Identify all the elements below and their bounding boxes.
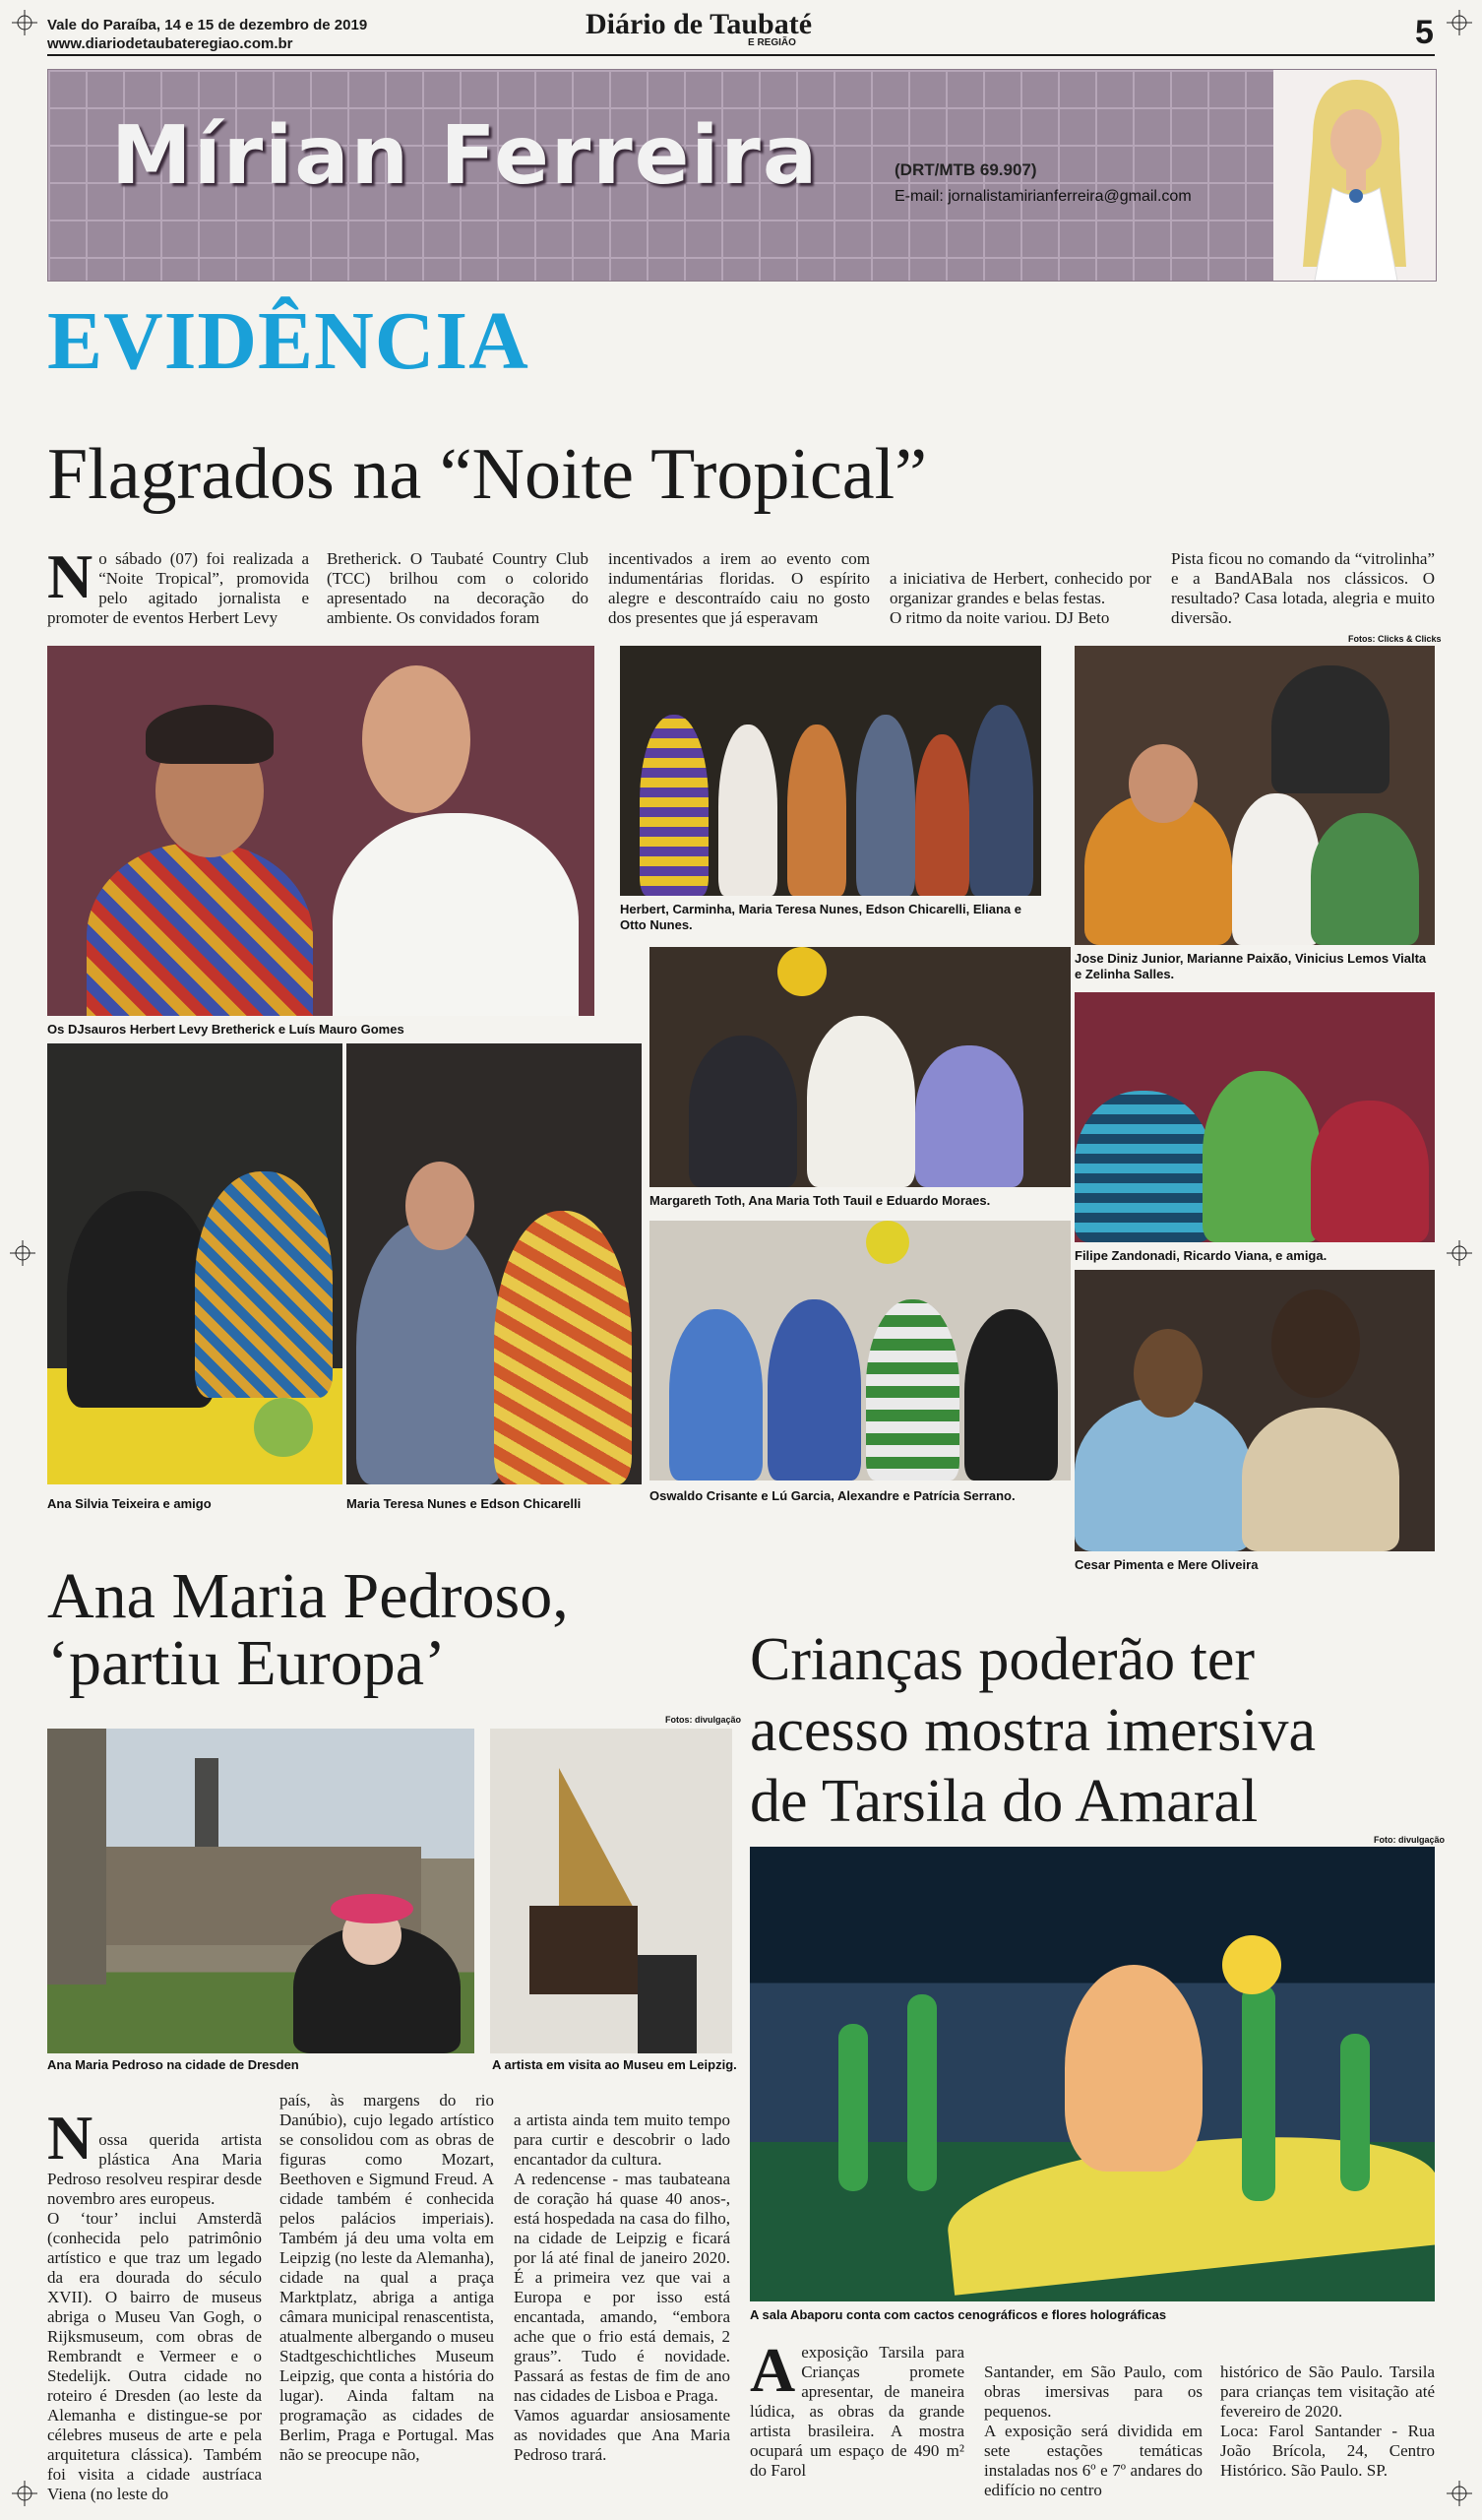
newspaper-logo-sub: E REGIÃO [748, 37, 796, 48]
photo-margareth [649, 947, 1071, 1187]
article1-column-2 [327, 549, 588, 628]
article3-headline [750, 1624, 1316, 1837]
article2-caption-1: Ana Maria Pedroso na cidade de Dresden [47, 2057, 299, 2072]
photo-jose-diniz [1075, 646, 1435, 945]
article3-text-2: Santander, em São Paulo, com obras imersivas para os pequenos. A exposição será dividida em sete estações temáticas instaladas nos 6º e 7º andares do edifício no centro [984, 2362, 1203, 2499]
registration-mark-icon [1447, 10, 1472, 35]
article1-text-2: Bretherick. O Taubaté Country Club (TCC) brilhou com o colorido apresentado na decoração do ambiente. Os convidados foram [327, 549, 588, 627]
article1-dropcap: N [47, 541, 93, 611]
article3-column-2 [984, 2343, 1203, 2500]
registration-mark-icon [12, 2481, 37, 2506]
article3-headline-line1: Crianças poderão ter [750, 1626, 1255, 1693]
article2-text-2: país, às margens do rio Danúbio), cujo legado artístico se consolidou com as obras de figuras como Mozart, Beethoven e Sigmund Freud. A cidade também é conhecida pelos palácios imperiais). Também já deu uma volta em Leipzig (no leste da Alemanha), cidade na qual a praça Marktplatz, abriga a antiga câmara municipal renascentista, atualmente albergando o museu Stadtgeschichtliches Museum Leipzig, que conta a história do lugar). Ainda faltam na programação as cidades de Berlim, Praga e Portugal. Mas não se preocupe não, [279, 2091, 494, 2464]
registration-mark-icon [10, 1240, 35, 1266]
page-number: 5 [1415, 14, 1434, 51]
caption-9: Cesar Pimenta e Mere Oliveira [1075, 1557, 1259, 1572]
photo-oswaldo [649, 1221, 1071, 1480]
article1-column-1 [47, 541, 309, 628]
photo-group-herbert [620, 646, 1041, 896]
caption-6: Ana Silvia Teixeira e amigo [47, 1496, 212, 1511]
photo-sala-abaporu [750, 1847, 1435, 2301]
registration-mark-icon [1447, 2481, 1472, 2506]
article3-column-3 [1220, 2343, 1435, 2481]
article3-caption: A sala Abaporu conta com cactos cenográficos e flores holográficas [750, 2307, 1167, 2322]
dateline-block [47, 16, 367, 53]
caption-1: Os DJsauros Herbert Levy Bretherick e Luís Mauro Gomes [47, 1022, 404, 1037]
photo-ana-silvia [47, 1043, 342, 1484]
columnist-portrait [1273, 70, 1436, 281]
article3-dropcap: A [750, 2335, 796, 2405]
caption-3: Jose Diniz Junior, Marianne Paixão, Vinicius Lemos Vialta e Zelinha Salles. [1075, 951, 1427, 981]
photo-leipzig-museum [490, 1729, 732, 2053]
caption-4: Margareth Toth, Ana Maria Toth Tauil e Eduardo Moraes. [649, 1193, 991, 1208]
article3-headline-line2: acesso mostra imersiva [750, 1697, 1317, 1764]
article1-column-4 [890, 549, 1151, 628]
registration-mark-icon [1447, 1240, 1472, 1266]
article2-dropcap: N [47, 2103, 93, 2173]
article1-text-5: Pista ficou no comando da “vitrolinha” e a BandABala nos clássicos. O resultado? Casa lotada, alegria e muito diversão. [1171, 549, 1435, 627]
article1-text-1: o sábado (07) foi realizada a “Noite Tropical”, promovida pelo agitado jornalista e promoter de eventos Herbert Levy [47, 549, 309, 627]
article2-headline-line1: Ana Maria Pedroso, [47, 1560, 569, 1632]
article2-headline [47, 1560, 569, 1699]
photo-filipe [1075, 992, 1435, 1242]
columnist-registration: (DRT/MTB 69.907) [895, 160, 1037, 179]
article2-text-1: ossa querida artista plástica Ana Maria Pedroso resolveu respirar desde novembro ares europeus. O ‘tour’ inclui Amsterdã (conhecida pelo patrimônio artístico e que traz um legado da era dourada do século XVII). O bairro de museus abriga o Museu Van Gogh, o Rijksmuseum, com obras de Rembrandt e Vermeer e o Stedelijk. Outra cidade no roteiro é Dresden (ao leste da Alemanha e distingue-se por célebres museus de arte e pela arquitetura clássica). Também foi visita a cidade austríaca Viena (no leste do [47, 2130, 262, 2503]
header-rule [47, 54, 1435, 56]
photo-dresden [47, 1729, 474, 2053]
photo-djsauros [47, 646, 594, 1016]
article1-headline: Flagrados na “Noite Tropical” [47, 434, 927, 515]
article2-column-1 [47, 2091, 262, 2504]
caption-8: Oswaldo Crisante e Lú Garcia, Alexandre e Patrícia Serrano. [649, 1488, 1016, 1503]
article1-column-5 [1171, 549, 1435, 628]
caption-2: Herbert, Carminha, Maria Teresa Nunes, Edson Chicarelli, Eliana e Otto Nunes. [620, 902, 1021, 932]
article3-column-1 [750, 2335, 964, 2481]
article2-headline-line2: ‘partiu Europa’ [47, 1627, 446, 1699]
article2-column-2 [279, 2091, 494, 2465]
article3-text-1: exposição Tarsila para Crianças promete apresentar, de maneira lúdica, as obras da grande artista brasileira. A mostra ocupará um espaço de 490 m² do Farol [750, 2343, 964, 2480]
photo-cesar [1075, 1270, 1435, 1551]
article1-column-3 [608, 549, 870, 628]
article1-photo-credit: Fotos: Clicks & Clicks [1348, 634, 1442, 644]
article1-text-3: incentivados a irem ao evento com indumentárias floridas. O espírito alegre e descontraído caiu no gosto dos presentes que já esperavam [608, 549, 870, 627]
photo-maria-teresa [346, 1043, 642, 1484]
columnist-name: Mírian Ferreira [111, 109, 820, 203]
article2-text-3: a artista ainda tem muito tempo para curtir e descobrir o lado encantador da cultura. A redencense - mas taubateana de coração há quase 40 anos-, está hospedada na casa do filho, na cidade de Leipzig e ficará por lá até final de janeiro 2020. É a primeira vez que vai a Europa e por isso está encantada, amando, “embora ache que o frio está demais, 2 graus”. Tudo é novidade. Passará as festas de fim de ano nas cidades de Lisboa e Praga. Vamos aguardar ansiosamente as novidades que Ana Maria Pedroso trará. [514, 2110, 730, 2464]
section-title: EVIDÊNCIA [47, 295, 529, 387]
article2-column-3 [514, 2091, 730, 2465]
registration-mark-icon [12, 10, 37, 35]
columnist-banner [47, 69, 1437, 282]
columnist-email[interactable]: E-mail: jornalistamirianferreira@gmail.com [895, 188, 1192, 205]
article1-text-4: a iniciativa de Herbert, conhecido por organizar grandes e belas festas. O ritmo da noite variou. DJ Beto [890, 569, 1151, 627]
newspaper-logo: Diário de Taubaté [585, 8, 813, 40]
article2-photo-credit: Fotos: divulgação [665, 1715, 742, 1725]
article3-headline-line3: de Tarsila do Amaral [750, 1768, 1259, 1835]
dateline: Vale do Paraíba, 14 e 15 de dezembro de 2019 [47, 17, 368, 33]
article3-photo-credit: Foto: divulgação [1374, 1835, 1445, 1845]
article2-caption-2: A artista em visita ao Museu em Leipzig. [492, 2057, 737, 2072]
caption-7: Maria Teresa Nunes e Edson Chicarelli [346, 1496, 582, 1511]
website-link[interactable]: www.diariodetaubateregiao.com.br [47, 35, 293, 52]
article3-text-3: histórico de São Paulo. Tarsila para crianças tem visitação até fevereiro de 2020. Loca: Farol Santander - Rua João Brícola, 24, Centro Histórico. São Paulo. SP. [1220, 2362, 1435, 2480]
caption-5: Filipe Zandonadi, Ricardo Viana, e amiga. [1075, 1248, 1328, 1263]
